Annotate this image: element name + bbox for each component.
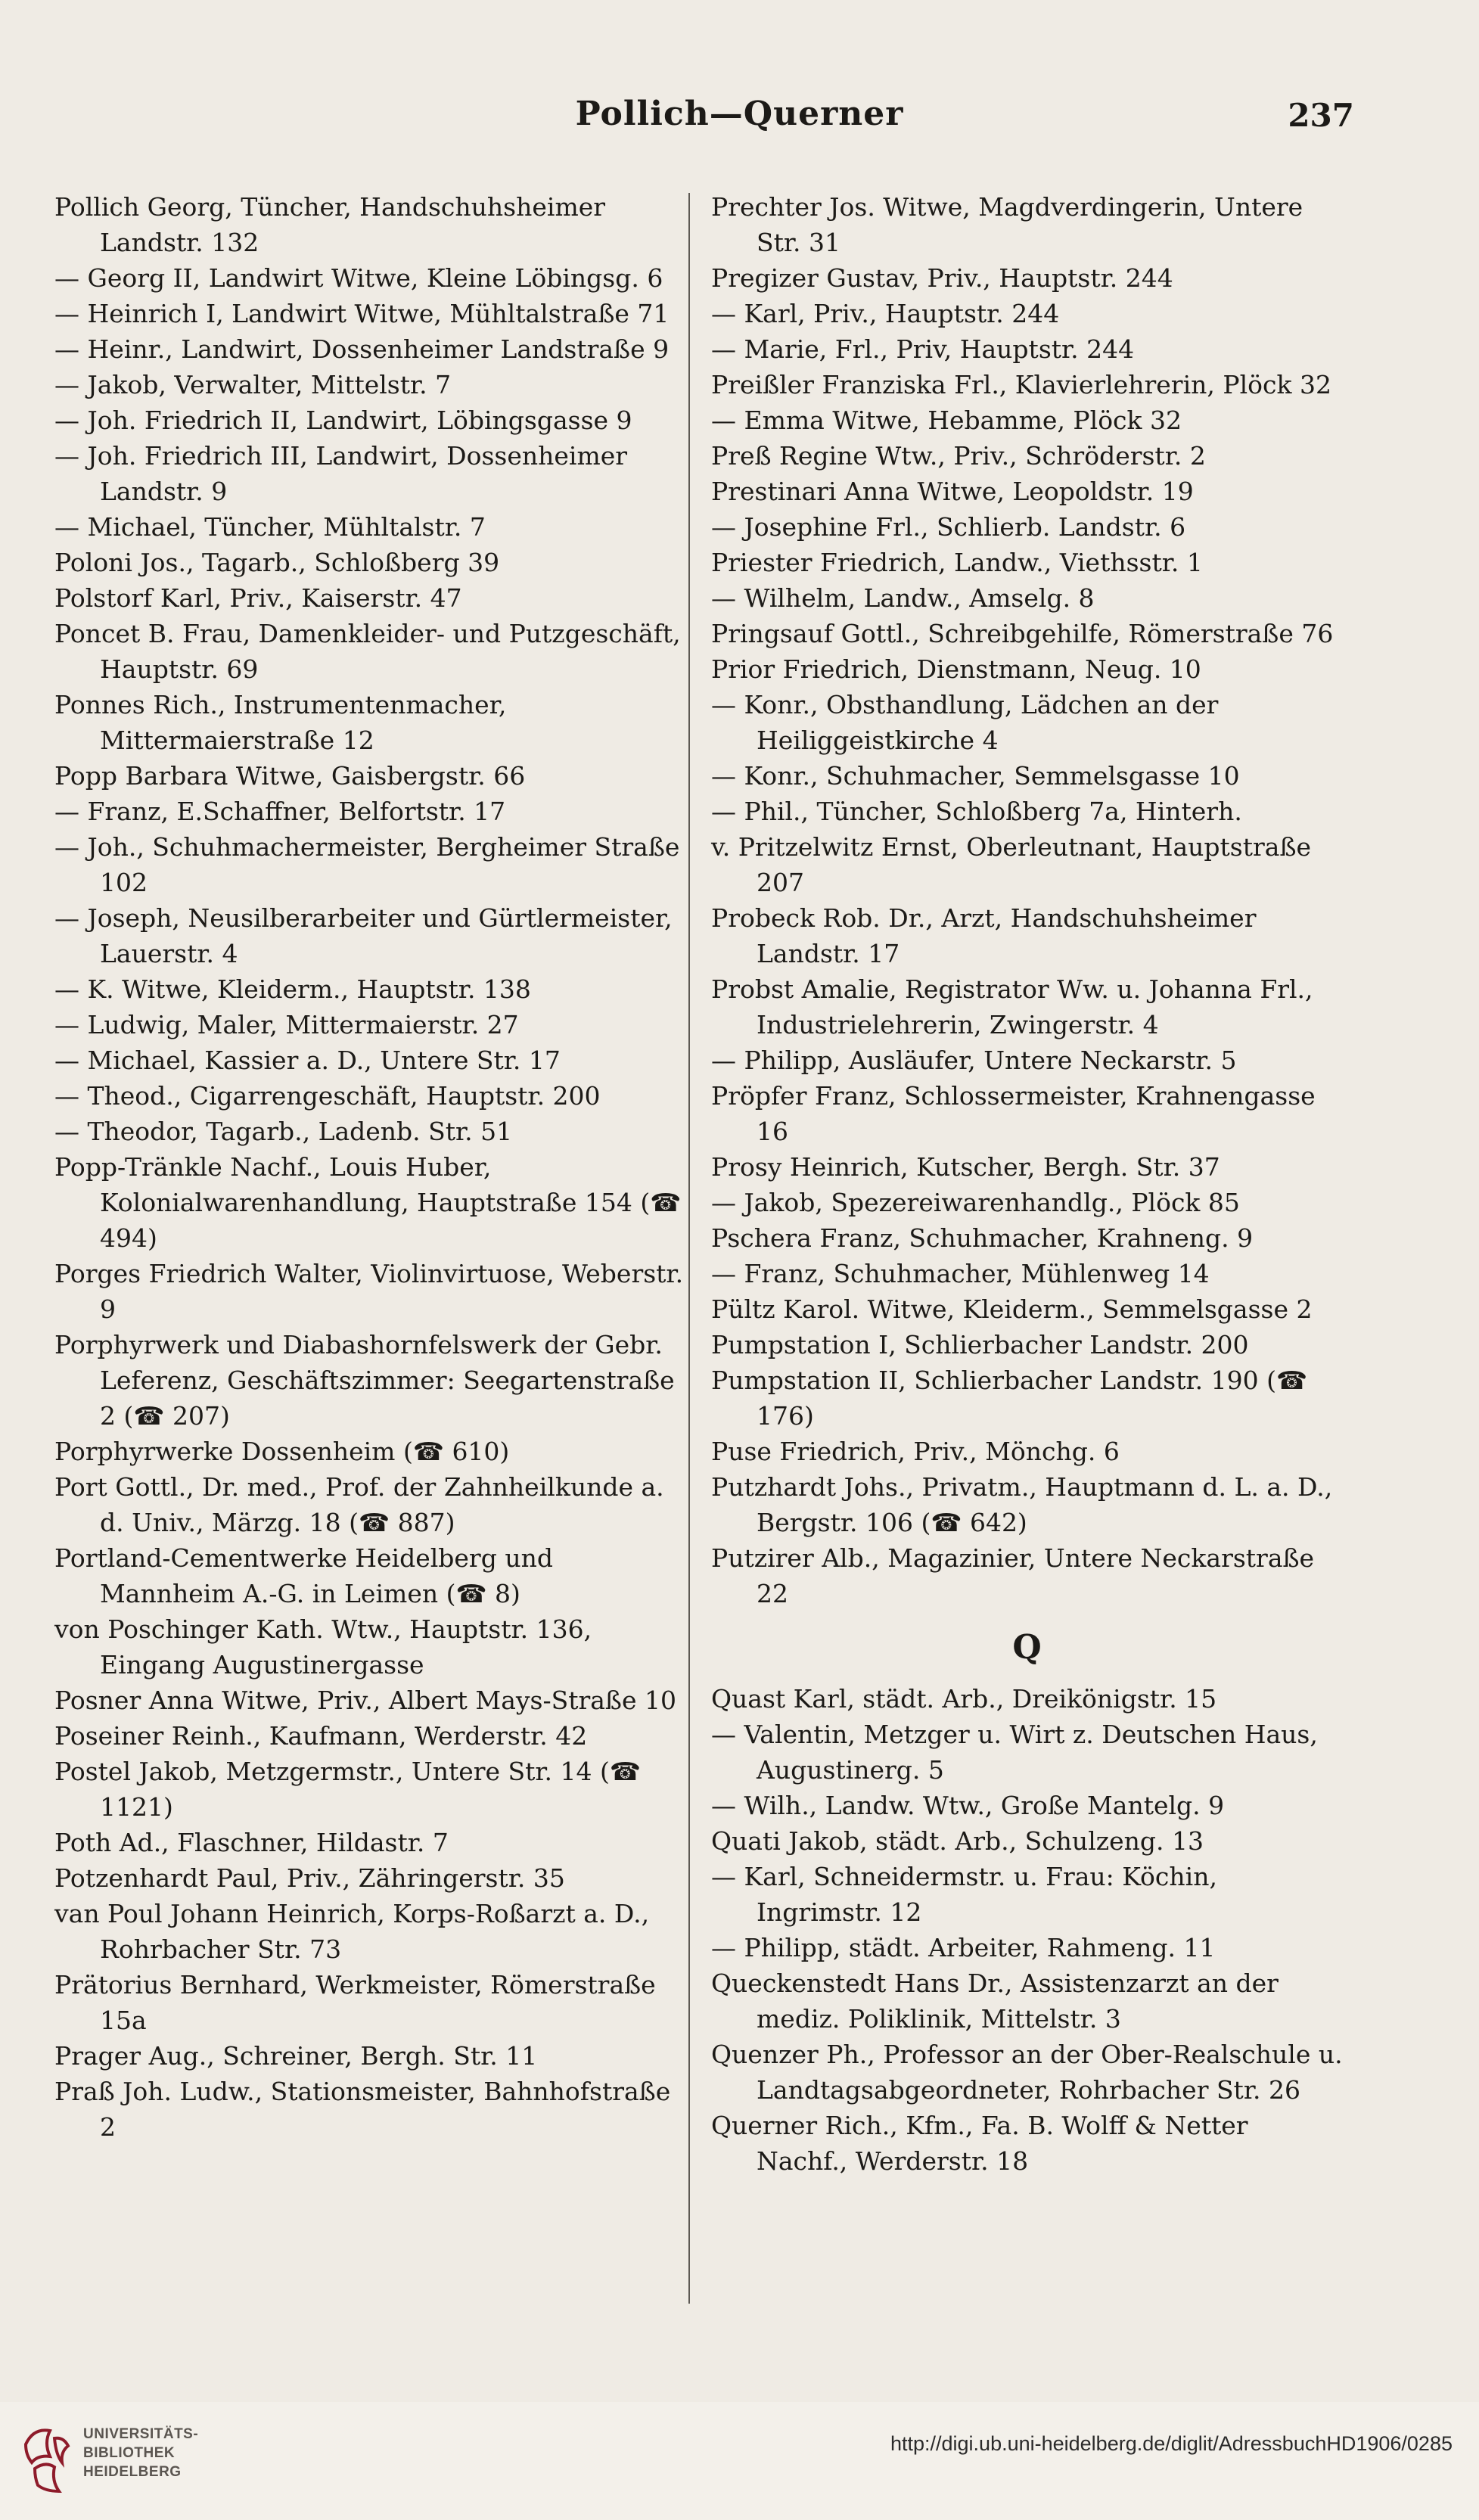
directory-entry: Poth Ad., Flaschner, Hildastr. 7 (54, 1828, 449, 1857)
directory-entry: — Wilh., Landw. Wtw., Große Mantelg. 9 (711, 1791, 1225, 1820)
directory-entry: — Ludwig, Maler, Mittermaierstr. 27 (54, 1010, 519, 1039)
directory-entry: van Poul Johann Heinrich, Korps-Roßarzt a. D., Rohrbacher Str. 73 (54, 1899, 650, 1964)
directory-entry: Pültz Karol. Witwe, Kleiderm., Semmelsgasse 2 (711, 1294, 1313, 1324)
directory-entry: Queckenstedt Hans Dr., Assistenzarzt an der mediz. Poliklinik, Mittelstr. 3 (711, 1968, 1279, 2034)
directory-entry: — Phil., Tüncher, Schloßberg 7a, Hinterh. (711, 797, 1242, 826)
directory-entry: Port Gottl., Dr. med., Prof. der Zahnheilkunde a. d. Univ., Märzg. 18 (☎ 887) (54, 1472, 664, 1537)
directory-entry: — Franz, E.Schaffner, Belfortstr. 17 (54, 797, 506, 826)
directory-entry: — K. Witwe, Kleiderm., Hauptstr. 138 (54, 974, 531, 1004)
source-url-link[interactable]: http://digi.ub.uni-heidelberg.de/diglit/AdressbuchHD1906/0285 (890, 2432, 1453, 2455)
directory-entry: Prestinari Anna Witwe, Leopoldstr. 19 (711, 477, 1194, 506)
directory-entry: Polstorf Karl, Priv., Kaiserstr. 47 (54, 583, 462, 613)
column-divider (688, 193, 690, 2304)
directory-entry: Ponnes Rich., Instrumentenmacher, Mittermaierstraße 12 (54, 690, 507, 755)
directory-entry: Prechter Jos. Witwe, Magdverdingerin, Untere Str. 31 (711, 192, 1303, 257)
directory-entry: — Theodor, Tagarb., Ladenb. Str. 51 (54, 1117, 513, 1146)
directory-entry: Postel Jakob, Metzgermstr., Untere Str. 14 (☎ 1121) (54, 1757, 641, 1822)
directory-entry: — Konr., Obsthandlung, Lädchen an der Heiliggeistkirche 4 (711, 690, 1219, 755)
directory-entry: Potzenhardt Paul, Priv., Zähringerstr. 35 (54, 1863, 565, 1893)
directory-entry: — Marie, Frl., Priv, Hauptstr. 244 (711, 334, 1135, 364)
directory-entry: Pollich Georg, Tüncher, Handschuhsheimer Landstr. 132 (54, 192, 606, 257)
directory-entry: Praß Joh. Ludw., Stationsmeister, Bahnhofstraße 2 (54, 2077, 671, 2142)
directory-entry: — Joh. Friedrich III, Landwirt, Dossenheimer Landstr. 9 (54, 441, 628, 506)
directory-entry: von Poschinger Kath. Wtw., Hauptstr. 136, Eingang Augustinergasse (54, 1614, 592, 1679)
directory-entry: Porphyrwerke Dossenheim (☎ 610) (54, 1437, 510, 1466)
directory-entry: Quast Karl, städt. Arb., Dreikönigstr. 15 (711, 1684, 1217, 1714)
directory-entry: Popp Barbara Witwe, Gaisbergstr. 66 (54, 761, 526, 791)
directory-entry: Querner Rich., Kfm., Fa. B. Wolff & Netter Nachf., Werderstr. 18 (711, 2111, 1248, 2176)
directory-entry: Probeck Rob. Dr., Arzt, Handschuhsheimer Landstr. 17 (711, 903, 1257, 968)
directory-entry: Putzhardt Johs., Privatm., Hauptmann d. L. a. D., Bergstr. 106 (☎ 642) (711, 1472, 1333, 1537)
directory-entry: Poncet B. Frau, Damenkleider- und Putzgeschäft, Hauptstr. 69 (54, 619, 681, 684)
directory-entry: — Joh. Friedrich II, Landwirt, Löbingsgasse 9 (54, 405, 632, 435)
directory-entry: Quenzer Ph., Professor an der Ober-Realschule u. Landtagsabgeordneter, Rohrbacher Str. 26 (711, 2040, 1343, 2105)
directory-entry: — Jakob, Spezereiwarenhandlg., Plöck 85 (711, 1188, 1240, 1217)
directory-entry: Pumpstation I, Schlierbacher Landstr. 200 (711, 1330, 1249, 1359)
directory-entry: Prosy Heinrich, Kutscher, Bergh. Str. 37 (711, 1152, 1220, 1182)
directory-entry: Pregizer Gustav, Priv., Hauptstr. 244 (711, 263, 1173, 293)
directory-entry: — Heinrich I, Landwirt Witwe, Mühltalstraße 71 (54, 299, 670, 328)
directory-entry: Pumpstation II, Schlierbacher Landstr. 190 (☎ 176) (711, 1366, 1308, 1431)
directory-entry: Pröpfer Franz, Schlossermeister, Krahnengasse 16 (711, 1081, 1316, 1146)
page-title: Pollich—Querner (575, 95, 904, 133)
directory-entry: — Emma Witwe, Hebamme, Plöck 32 (711, 405, 1182, 435)
directory-entry: — Franz, Schuhmacher, Mühlenweg 14 (711, 1259, 1210, 1288)
directory-entry: Putzirer Alb., Magazinier, Untere Neckarstraße 22 (711, 1543, 1315, 1608)
directory-entry: — Joh., Schuhmachermeister, Bergheimer Straße 102 (54, 832, 680, 897)
directory-entry: — Jakob, Verwalter, Mittelstr. 7 (54, 370, 452, 399)
page-number: 237 (1288, 97, 1354, 134)
directory-entry: Priester Friedrich, Landw., Viethsstr. 1 (711, 548, 1203, 577)
directory-entry: — Wilhelm, Landw., Amselg. 8 (711, 583, 1095, 613)
directory-entry: — Josephine Frl., Schlierb. Landstr. 6 (711, 512, 1186, 542)
directory-entry: — Konr., Schuhmacher, Semmelsgasse 10 (711, 761, 1240, 791)
directory-entry: — Heinr., Landwirt, Dossenheimer Landstraße 9 (54, 334, 670, 364)
section-letter-q: Q (1012, 1628, 1042, 1667)
directory-entry: — Philipp, Ausläufer, Untere Neckarstr. 5 (711, 1046, 1237, 1075)
directory-entry: — Karl, Schneidermstr. u. Frau: Köchin, Ingrimstr. 12 (711, 1862, 1217, 1927)
footer (0, 2402, 1479, 2520)
directory-entry: Poseiner Reinh., Kaufmann, Werderstr. 42 (54, 1721, 588, 1751)
directory-entry: — Valentin, Metzger u. Wirt z. Deutschen Haus, Augustinerg. 5 (711, 1720, 1318, 1785)
directory-entry: — Joseph, Neusilberarbeiter und Gürtlermeister, Lauerstr. 4 (54, 903, 673, 968)
right-column (711, 189, 1343, 2179)
directory-entry: Porphyrwerk und Diabashornfelswerk der Gebr. Leferenz, Geschäftszimmer: Seegartenstraße 2 (☎ 207) (54, 1330, 675, 1431)
directory-entry: Portland-Cementwerke Heidelberg und Mannheim A.-G. in Leimen (☎ 8) (54, 1543, 553, 1608)
directory-entry: — Michael, Kassier a. D., Untere Str. 17 (54, 1046, 561, 1075)
directory-entry: Posner Anna Witwe, Priv., Albert Mays-Straße 10 (54, 1686, 676, 1715)
directory-entry: — Karl, Priv., Hauptstr. 244 (711, 299, 1060, 328)
directory-entry: — Philipp, städt. Arbeiter, Rahmeng. 11 (711, 1933, 1216, 1962)
directory-entry: Popp-Tränkle Nachf., Louis Huber, Kolonialwarenhandlung, Hauptstraße 154 (☎ 494) (54, 1152, 682, 1253)
directory-entry: Poloni Jos., Tagarb., Schloßberg 39 (54, 548, 500, 577)
directory-entry: v. Pritzelwitz Ernst, Oberleutnant, Hauptstraße 207 (711, 832, 1312, 897)
directory-entry: Quati Jakob, städt. Arb., Schulzeng. 13 (711, 1826, 1204, 1856)
left-column (54, 189, 686, 2145)
directory-entry: — Theod., Cigarrengeschäft, Hauptstr. 200 (54, 1081, 601, 1111)
directory-entry: — Michael, Tüncher, Mühltalstr. 7 (54, 512, 486, 542)
directory-entry: Preißler Franziska Frl., Klavierlehrerin, Plöck 32 (711, 370, 1331, 399)
directory-entry: Prager Aug., Schreiner, Bergh. Str. 11 (54, 2041, 538, 2071)
directory-entry: Pringsauf Gottl., Schreibgehilfe, Römerstraße 76 (711, 619, 1334, 648)
directory-entry: Pschera Franz, Schuhmacher, Krahneng. 9 (711, 1223, 1254, 1253)
directory-entry: Porges Friedrich Walter, Violinvirtuose, Weberstr. 9 (54, 1259, 684, 1324)
library-name: UNIVERSITÄTS- BIBLIOTHEK HEIDELBERG (83, 2426, 199, 2480)
directory-entry: Prior Friedrich, Dienstmann, Neug. 10 (711, 654, 1201, 684)
directory-entry: Puse Friedrich, Priv., Mönchg. 6 (711, 1437, 1120, 1466)
directory-entry: Prätorius Bernhard, Werkmeister, Römerstraße 15a (54, 1970, 656, 2035)
directory-entry: Preß Regine Wtw., Priv., Schröderstr. 2 (711, 441, 1206, 471)
directory-entry: — Georg II, Landwirt Witwe, Kleine Löbingsg. 6 (54, 263, 663, 293)
directory-entry: Probst Amalie, Registrator Ww. u. Johanna Frl., Industrielehrerin, Zwingerstr. 4 (711, 974, 1313, 1039)
